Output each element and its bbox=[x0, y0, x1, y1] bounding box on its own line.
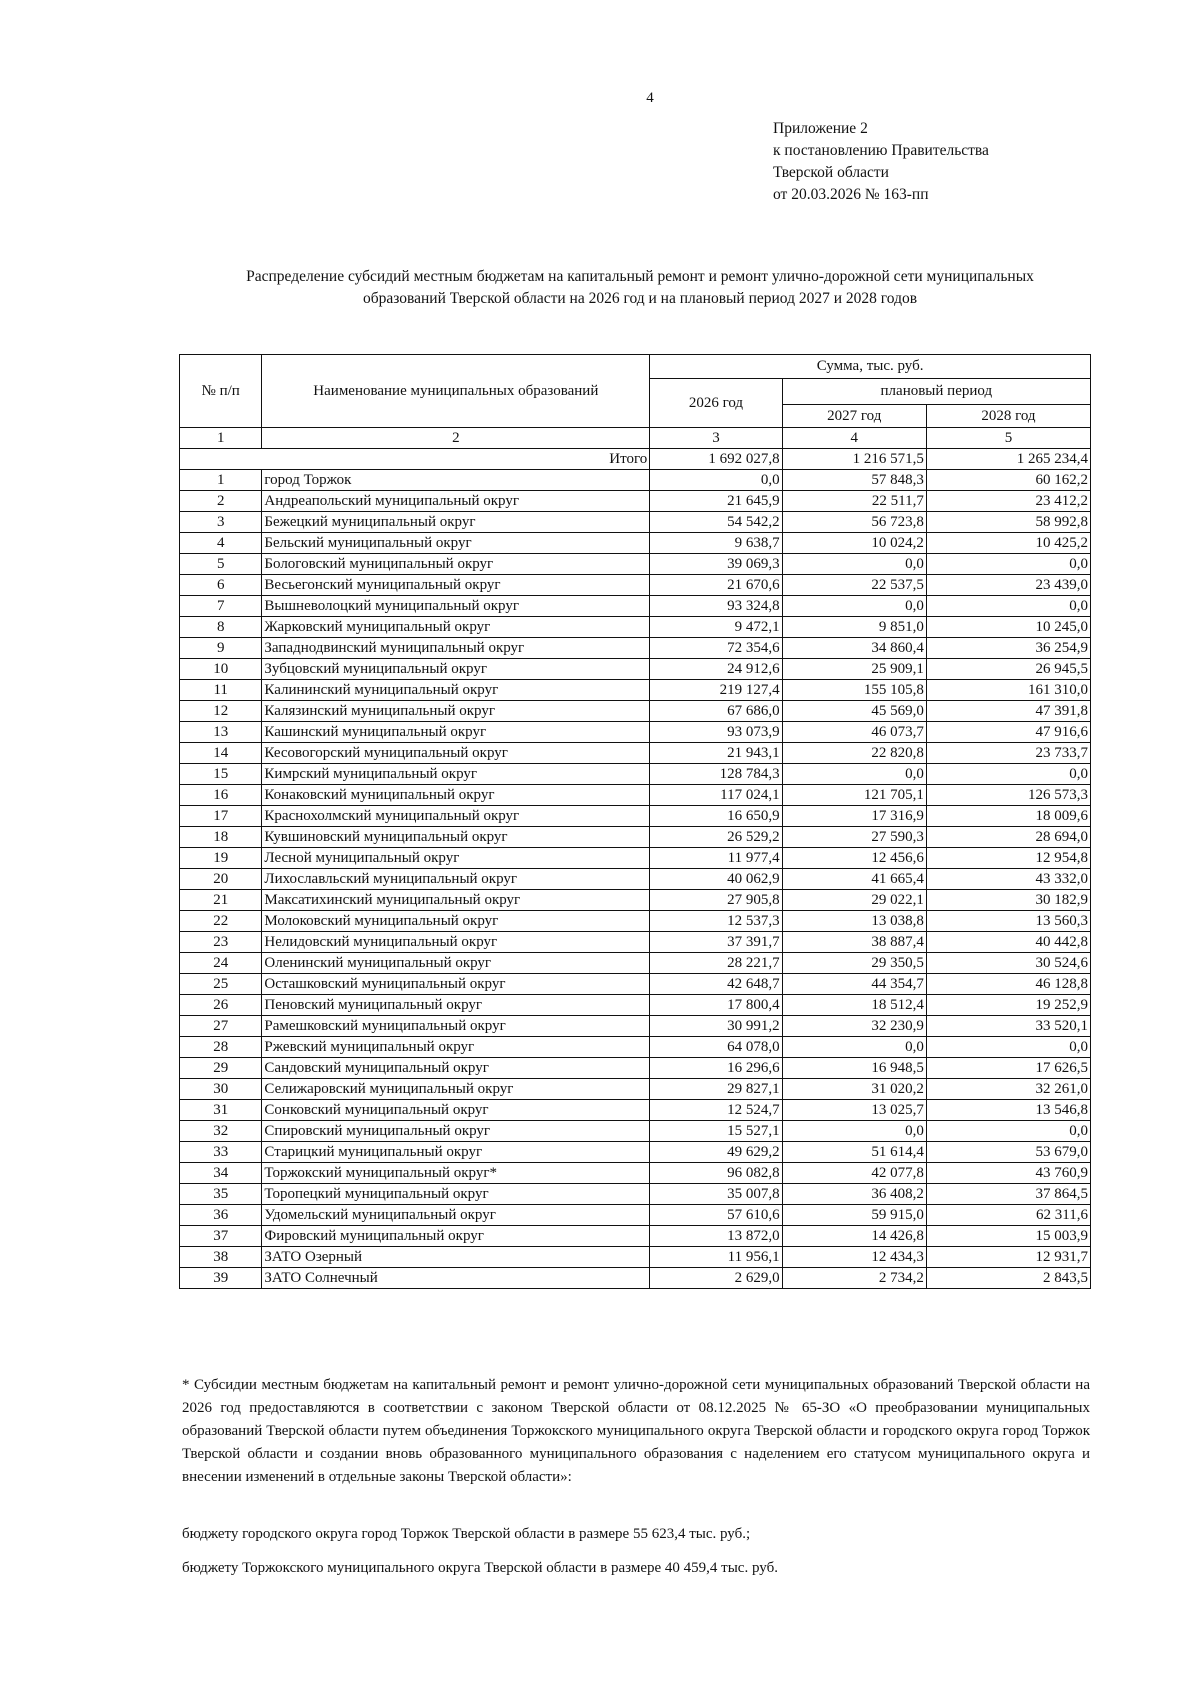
value-2028: 12 931,7 bbox=[926, 1247, 1090, 1268]
value-2027: 32 230,9 bbox=[782, 1016, 926, 1037]
value-2028: 2 843,5 bbox=[926, 1268, 1090, 1289]
footnote: * Субсидии местным бюджетам на капитальный ремонт и ремонт улично-дорожной сети муниципальных образований Тверской области на 2026 год предоставляются в соответствии с законом Тверской области от 08.12.2025 № 65-ЗО «О преобразовании муниципальных образований Тверской области путем объединения Торжокского муниципального округа Тверской области и городского округа город Торжок Тверской области и создании вновь образованного муниципального образования с наделением его статусом муниципального округа и внесении изменений в отдельные законы Тверской области»: bbox=[182, 1377, 1090, 1485]
table-row bbox=[180, 1142, 1091, 1163]
row-number: 34 bbox=[180, 1163, 262, 1184]
row-number: 16 bbox=[180, 785, 262, 806]
row-number: 7 bbox=[180, 596, 262, 617]
value-2027: 38 887,4 bbox=[782, 932, 926, 953]
value-2026: 93 324,8 bbox=[650, 596, 782, 617]
value-2028: 23 439,0 bbox=[926, 575, 1090, 596]
value-2027: 51 614,4 bbox=[782, 1142, 926, 1163]
value-2027: 18 512,4 bbox=[782, 995, 926, 1016]
value-2027: 36 408,2 bbox=[782, 1184, 926, 1205]
value-2026: 96 082,8 bbox=[650, 1163, 782, 1184]
value-2026: 15 527,1 bbox=[650, 1121, 782, 1142]
table-row bbox=[180, 491, 1091, 512]
row-number: 3 bbox=[180, 512, 262, 533]
value-2027: 12 434,3 bbox=[782, 1247, 926, 1268]
value-2028: 62 311,6 bbox=[926, 1205, 1090, 1226]
row-number: 25 bbox=[180, 974, 262, 995]
value-2026: 93 073,9 bbox=[650, 722, 782, 743]
value-2026: 13 872,0 bbox=[650, 1226, 782, 1247]
table-row bbox=[180, 764, 1091, 785]
value-2028: 46 128,8 bbox=[926, 974, 1090, 995]
table-row bbox=[180, 932, 1091, 953]
value-2026: 40 062,9 bbox=[650, 869, 782, 890]
value-2026: 57 610,6 bbox=[650, 1205, 782, 1226]
row-number: 18 bbox=[180, 827, 262, 848]
column-number: 1 bbox=[180, 428, 262, 449]
column-number: 3 bbox=[650, 428, 782, 449]
note-line-torzhok-district: бюджету Торжокского муниципального округа Тверской области в размере 40 459,4 тыс. руб. bbox=[182, 1560, 778, 1576]
municipality-name: Спировский муниципальный округ bbox=[262, 1121, 650, 1142]
value-2027: 10 024,2 bbox=[782, 533, 926, 554]
header-name: Наименование муниципальных образований bbox=[262, 355, 650, 428]
municipality-name: Старицкий муниципальный округ bbox=[262, 1142, 650, 1163]
header-planned: плановый период bbox=[782, 379, 1090, 405]
table-row bbox=[180, 1268, 1091, 1289]
municipality-name: Конаковский муниципальный округ bbox=[262, 785, 650, 806]
value-2026: 28 221,7 bbox=[650, 953, 782, 974]
value-2026: 42 648,7 bbox=[650, 974, 782, 995]
header-num: № п/п bbox=[180, 355, 262, 428]
title-line: Распределение субсидий местным бюджетам на капитальный ремонт и ремонт улично-дорожной сети муниципальных bbox=[246, 268, 1034, 285]
table-row bbox=[180, 701, 1091, 722]
table-row bbox=[180, 1058, 1091, 1079]
value-2026: 39 069,3 bbox=[650, 554, 782, 575]
value-2027: 57 848,3 bbox=[782, 470, 926, 491]
title-line: образований Тверской области на 2026 год и на плановый период 2027 и 2028 годов bbox=[362, 290, 918, 307]
municipality-name: Кесовогорский муниципальный округ bbox=[262, 743, 650, 764]
row-number: 22 bbox=[180, 911, 262, 932]
total-2026: 1 692 027,8 bbox=[650, 449, 782, 470]
value-2028: 37 864,5 bbox=[926, 1184, 1090, 1205]
value-2026: 26 529,2 bbox=[650, 827, 782, 848]
value-2027: 0,0 bbox=[782, 596, 926, 617]
table-row bbox=[180, 596, 1091, 617]
row-number: 6 bbox=[180, 575, 262, 596]
value-2026: 29 827,1 bbox=[650, 1079, 782, 1100]
value-2027: 46 073,7 bbox=[782, 722, 926, 743]
municipality-name: Андреапольский муниципальный округ bbox=[262, 491, 650, 512]
municipality-name: Весьегонский муниципальный округ bbox=[262, 575, 650, 596]
row-number: 20 bbox=[180, 869, 262, 890]
value-2028: 0,0 bbox=[926, 1037, 1090, 1058]
value-2026: 0,0 bbox=[650, 470, 782, 491]
table-row bbox=[180, 743, 1091, 764]
municipality-name: ЗАТО Солнечный bbox=[262, 1268, 650, 1289]
value-2027: 17 316,9 bbox=[782, 806, 926, 827]
value-2026: 128 784,3 bbox=[650, 764, 782, 785]
table-row bbox=[180, 1079, 1091, 1100]
row-number: 26 bbox=[180, 995, 262, 1016]
value-2027: 25 909,1 bbox=[782, 659, 926, 680]
row-number: 33 bbox=[180, 1142, 262, 1163]
row-number: 17 bbox=[180, 806, 262, 827]
value-2028: 18 009,6 bbox=[926, 806, 1090, 827]
table-row bbox=[180, 512, 1091, 533]
column-numbers-row bbox=[180, 428, 1091, 449]
appendix-line: Приложение 2 bbox=[773, 120, 868, 137]
table-row bbox=[180, 533, 1091, 554]
table-row bbox=[180, 827, 1091, 848]
table-row bbox=[180, 848, 1091, 869]
table-row bbox=[180, 1226, 1091, 1247]
municipality-name: Селижаровский муниципальный округ bbox=[262, 1079, 650, 1100]
value-2027: 29 350,5 bbox=[782, 953, 926, 974]
value-2026: 16 650,9 bbox=[650, 806, 782, 827]
value-2027: 13 025,7 bbox=[782, 1100, 926, 1121]
municipality-name: Краснохолмский муниципальный округ bbox=[262, 806, 650, 827]
municipality-name: Вышневолоцкий муниципальный округ bbox=[262, 596, 650, 617]
municipality-name: Пеновский муниципальный округ bbox=[262, 995, 650, 1016]
table-row bbox=[180, 470, 1091, 491]
document-title bbox=[180, 266, 1100, 310]
value-2027: 9 851,0 bbox=[782, 617, 926, 638]
table-row bbox=[180, 953, 1091, 974]
table-body bbox=[180, 470, 1091, 1289]
value-2026: 67 686,0 bbox=[650, 701, 782, 722]
value-2028: 23 733,7 bbox=[926, 743, 1090, 764]
value-2026: 35 007,8 bbox=[650, 1184, 782, 1205]
row-number: 19 bbox=[180, 848, 262, 869]
table-row bbox=[180, 575, 1091, 596]
value-2028: 53 679,0 bbox=[926, 1142, 1090, 1163]
row-number: 37 bbox=[180, 1226, 262, 1247]
value-2026: 16 296,6 bbox=[650, 1058, 782, 1079]
table-row bbox=[180, 890, 1091, 911]
table-row bbox=[180, 1184, 1091, 1205]
column-number: 4 bbox=[782, 428, 926, 449]
value-2028: 23 412,2 bbox=[926, 491, 1090, 512]
row-number: 28 bbox=[180, 1037, 262, 1058]
value-2028: 60 162,2 bbox=[926, 470, 1090, 491]
value-2027: 13 038,8 bbox=[782, 911, 926, 932]
row-number: 14 bbox=[180, 743, 262, 764]
municipality-name: Удомельский муниципальный округ bbox=[262, 1205, 650, 1226]
row-number: 30 bbox=[180, 1079, 262, 1100]
municipality-name: Жарковский муниципальный округ bbox=[262, 617, 650, 638]
value-2026: 30 991,2 bbox=[650, 1016, 782, 1037]
value-2026: 21 645,9 bbox=[650, 491, 782, 512]
value-2026: 37 391,7 bbox=[650, 932, 782, 953]
value-2027: 22 511,7 bbox=[782, 491, 926, 512]
row-number: 4 bbox=[180, 533, 262, 554]
municipality-name: Фировский муниципальный округ bbox=[262, 1226, 650, 1247]
row-number: 11 bbox=[180, 680, 262, 701]
value-2027: 0,0 bbox=[782, 764, 926, 785]
municipality-name: Бежецкий муниципальный округ bbox=[262, 512, 650, 533]
table-row bbox=[180, 1016, 1091, 1037]
row-number: 38 bbox=[180, 1247, 262, 1268]
value-2026: 219 127,4 bbox=[650, 680, 782, 701]
value-2028: 19 252,9 bbox=[926, 995, 1090, 1016]
value-2026: 9 638,7 bbox=[650, 533, 782, 554]
value-2028: 30 524,6 bbox=[926, 953, 1090, 974]
value-2028: 32 261,0 bbox=[926, 1079, 1090, 1100]
value-2026: 27 905,8 bbox=[650, 890, 782, 911]
header-2026: 2026 год bbox=[650, 379, 782, 428]
value-2027: 31 020,2 bbox=[782, 1079, 926, 1100]
subsidy-table bbox=[179, 354, 1091, 1289]
value-2026: 9 472,1 bbox=[650, 617, 782, 638]
value-2026: 21 943,1 bbox=[650, 743, 782, 764]
value-2026: 11 956,1 bbox=[650, 1247, 782, 1268]
table-row bbox=[180, 1037, 1091, 1058]
row-number: 8 bbox=[180, 617, 262, 638]
value-2027: 14 426,8 bbox=[782, 1226, 926, 1247]
value-2028: 0,0 bbox=[926, 554, 1090, 575]
value-2028: 13 560,3 bbox=[926, 911, 1090, 932]
value-2028: 58 992,8 bbox=[926, 512, 1090, 533]
table-row bbox=[180, 638, 1091, 659]
value-2027: 0,0 bbox=[782, 1121, 926, 1142]
table-row bbox=[180, 659, 1091, 680]
row-number: 9 bbox=[180, 638, 262, 659]
value-2026: 24 912,6 bbox=[650, 659, 782, 680]
table-row bbox=[180, 1205, 1091, 1226]
appendix-block bbox=[773, 118, 989, 206]
row-number: 2 bbox=[180, 491, 262, 512]
value-2026: 12 537,3 bbox=[650, 911, 782, 932]
row-number: 21 bbox=[180, 890, 262, 911]
table-row bbox=[180, 1247, 1091, 1268]
municipality-name: Ржевский муниципальный округ bbox=[262, 1037, 650, 1058]
value-2028: 161 310,0 bbox=[926, 680, 1090, 701]
table-row bbox=[180, 554, 1091, 575]
value-2027: 44 354,7 bbox=[782, 974, 926, 995]
value-2026: 49 629,2 bbox=[650, 1142, 782, 1163]
value-2026: 17 800,4 bbox=[650, 995, 782, 1016]
header-2028: 2028 год bbox=[926, 405, 1090, 428]
table-row bbox=[180, 911, 1091, 932]
row-number: 35 bbox=[180, 1184, 262, 1205]
value-2027: 121 705,1 bbox=[782, 785, 926, 806]
value-2028: 33 520,1 bbox=[926, 1016, 1090, 1037]
municipality-name: Максатихинский муниципальный округ bbox=[262, 890, 650, 911]
value-2028: 28 694,0 bbox=[926, 827, 1090, 848]
row-number: 12 bbox=[180, 701, 262, 722]
table-row bbox=[180, 680, 1091, 701]
value-2027: 34 860,4 bbox=[782, 638, 926, 659]
municipality-name: ЗАТО Озерный bbox=[262, 1247, 650, 1268]
value-2026: 2 629,0 bbox=[650, 1268, 782, 1289]
value-2026: 72 354,6 bbox=[650, 638, 782, 659]
total-row bbox=[180, 449, 1091, 470]
header-sum: Сумма, тыс. руб. bbox=[650, 355, 1091, 379]
row-number: 1 bbox=[180, 470, 262, 491]
value-2027: 56 723,8 bbox=[782, 512, 926, 533]
value-2027: 45 569,0 bbox=[782, 701, 926, 722]
value-2028: 17 626,5 bbox=[926, 1058, 1090, 1079]
value-2027: 29 022,1 bbox=[782, 890, 926, 911]
value-2027: 42 077,8 bbox=[782, 1163, 926, 1184]
value-2027: 0,0 bbox=[782, 554, 926, 575]
value-2028: 10 425,2 bbox=[926, 533, 1090, 554]
total-label: Итого bbox=[180, 449, 650, 470]
row-number: 31 bbox=[180, 1100, 262, 1121]
table-row bbox=[180, 1121, 1091, 1142]
municipality-name: Кашинский муниципальный округ bbox=[262, 722, 650, 743]
row-number: 29 bbox=[180, 1058, 262, 1079]
row-number: 10 bbox=[180, 659, 262, 680]
table-row bbox=[180, 974, 1091, 995]
municipality-name: Нелидовский муниципальный округ bbox=[262, 932, 650, 953]
row-number: 24 bbox=[180, 953, 262, 974]
note-line-torzhok-city: бюджету городского округа город Торжок Тверской области в размере 55 623,4 тыс. руб.; bbox=[182, 1526, 751, 1542]
value-2027: 0,0 bbox=[782, 1037, 926, 1058]
column-number: 5 bbox=[926, 428, 1090, 449]
municipality-name: Западнодвинский муниципальный округ bbox=[262, 638, 650, 659]
table-row bbox=[180, 1100, 1091, 1121]
value-2028: 0,0 bbox=[926, 1121, 1090, 1142]
value-2026: 21 670,6 bbox=[650, 575, 782, 596]
value-2027: 16 948,5 bbox=[782, 1058, 926, 1079]
value-2026: 54 542,2 bbox=[650, 512, 782, 533]
value-2028: 36 254,9 bbox=[926, 638, 1090, 659]
table-row bbox=[180, 869, 1091, 890]
municipality-name: Бельский муниципальный округ bbox=[262, 533, 650, 554]
value-2028: 30 182,9 bbox=[926, 890, 1090, 911]
row-number: 15 bbox=[180, 764, 262, 785]
municipality-name: Сандовский муниципальный округ bbox=[262, 1058, 650, 1079]
municipality-name: город Торжок bbox=[262, 470, 650, 491]
municipality-name: Торжокский муниципальный округ* bbox=[262, 1163, 650, 1184]
municipality-name: Молоковский муниципальный округ bbox=[262, 911, 650, 932]
value-2027: 2 734,2 bbox=[782, 1268, 926, 1289]
row-number: 27 bbox=[180, 1016, 262, 1037]
municipality-name: Осташковский муниципальный округ bbox=[262, 974, 650, 995]
table-row bbox=[180, 1163, 1091, 1184]
value-2028: 10 245,0 bbox=[926, 617, 1090, 638]
appendix-line: к постановлению Правительства bbox=[773, 142, 989, 159]
municipality-name: Лесной муниципальный округ bbox=[262, 848, 650, 869]
table-row bbox=[180, 806, 1091, 827]
value-2026: 117 024,1 bbox=[650, 785, 782, 806]
header-2027: 2027 год bbox=[782, 405, 926, 428]
table-row bbox=[180, 785, 1091, 806]
row-number: 5 bbox=[180, 554, 262, 575]
total-2027: 1 216 571,5 bbox=[782, 449, 926, 470]
value-2027: 155 105,8 bbox=[782, 680, 926, 701]
appendix-line: Тверской области bbox=[773, 164, 889, 181]
table-row bbox=[180, 722, 1091, 743]
value-2028: 47 391,8 bbox=[926, 701, 1090, 722]
value-2028: 0,0 bbox=[926, 596, 1090, 617]
row-number: 36 bbox=[180, 1205, 262, 1226]
value-2028: 43 760,9 bbox=[926, 1163, 1090, 1184]
row-number: 39 bbox=[180, 1268, 262, 1289]
value-2028: 15 003,9 bbox=[926, 1226, 1090, 1247]
value-2026: 11 977,4 bbox=[650, 848, 782, 869]
value-2027: 22 537,5 bbox=[782, 575, 926, 596]
value-2027: 59 915,0 bbox=[782, 1205, 926, 1226]
table-row bbox=[180, 617, 1091, 638]
municipality-name: Кимрский муниципальный округ bbox=[262, 764, 650, 785]
total-2028: 1 265 234,4 bbox=[926, 449, 1090, 470]
value-2028: 40 442,8 bbox=[926, 932, 1090, 953]
value-2028: 0,0 bbox=[926, 764, 1090, 785]
municipality-name: Бологовский муниципальный округ bbox=[262, 554, 650, 575]
value-2026: 12 524,7 bbox=[650, 1100, 782, 1121]
column-number: 2 bbox=[262, 428, 650, 449]
municipality-name: Кувшиновский муниципальный округ bbox=[262, 827, 650, 848]
value-2028: 26 945,5 bbox=[926, 659, 1090, 680]
value-2026: 64 078,0 bbox=[650, 1037, 782, 1058]
municipality-name: Торопецкий муниципальный округ bbox=[262, 1184, 650, 1205]
municipality-name: Рамешковский муниципальный округ bbox=[262, 1016, 650, 1037]
value-2028: 126 573,3 bbox=[926, 785, 1090, 806]
value-2028: 47 916,6 bbox=[926, 722, 1090, 743]
municipality-name: Лихославльский муниципальный округ bbox=[262, 869, 650, 890]
municipality-name: Калининский муниципальный округ bbox=[262, 680, 650, 701]
value-2027: 41 665,4 bbox=[782, 869, 926, 890]
row-number: 32 bbox=[180, 1121, 262, 1142]
value-2027: 27 590,3 bbox=[782, 827, 926, 848]
row-number: 23 bbox=[180, 932, 262, 953]
table-row bbox=[180, 995, 1091, 1016]
municipality-name: Калязинский муниципальный округ bbox=[262, 701, 650, 722]
appendix-line: от 20.03.2026 № 163-пп bbox=[773, 186, 929, 203]
municipality-name: Оленинский муниципальный округ bbox=[262, 953, 650, 974]
municipality-name: Зубцовский муниципальный округ bbox=[262, 659, 650, 680]
value-2028: 13 546,8 bbox=[926, 1100, 1090, 1121]
value-2027: 22 820,8 bbox=[782, 743, 926, 764]
row-number: 13 bbox=[180, 722, 262, 743]
municipality-name: Сонковский муниципальный округ bbox=[262, 1100, 650, 1121]
value-2028: 12 954,8 bbox=[926, 848, 1090, 869]
page-number: 4 bbox=[646, 90, 654, 106]
value-2028: 43 332,0 bbox=[926, 869, 1090, 890]
value-2027: 12 456,6 bbox=[782, 848, 926, 869]
